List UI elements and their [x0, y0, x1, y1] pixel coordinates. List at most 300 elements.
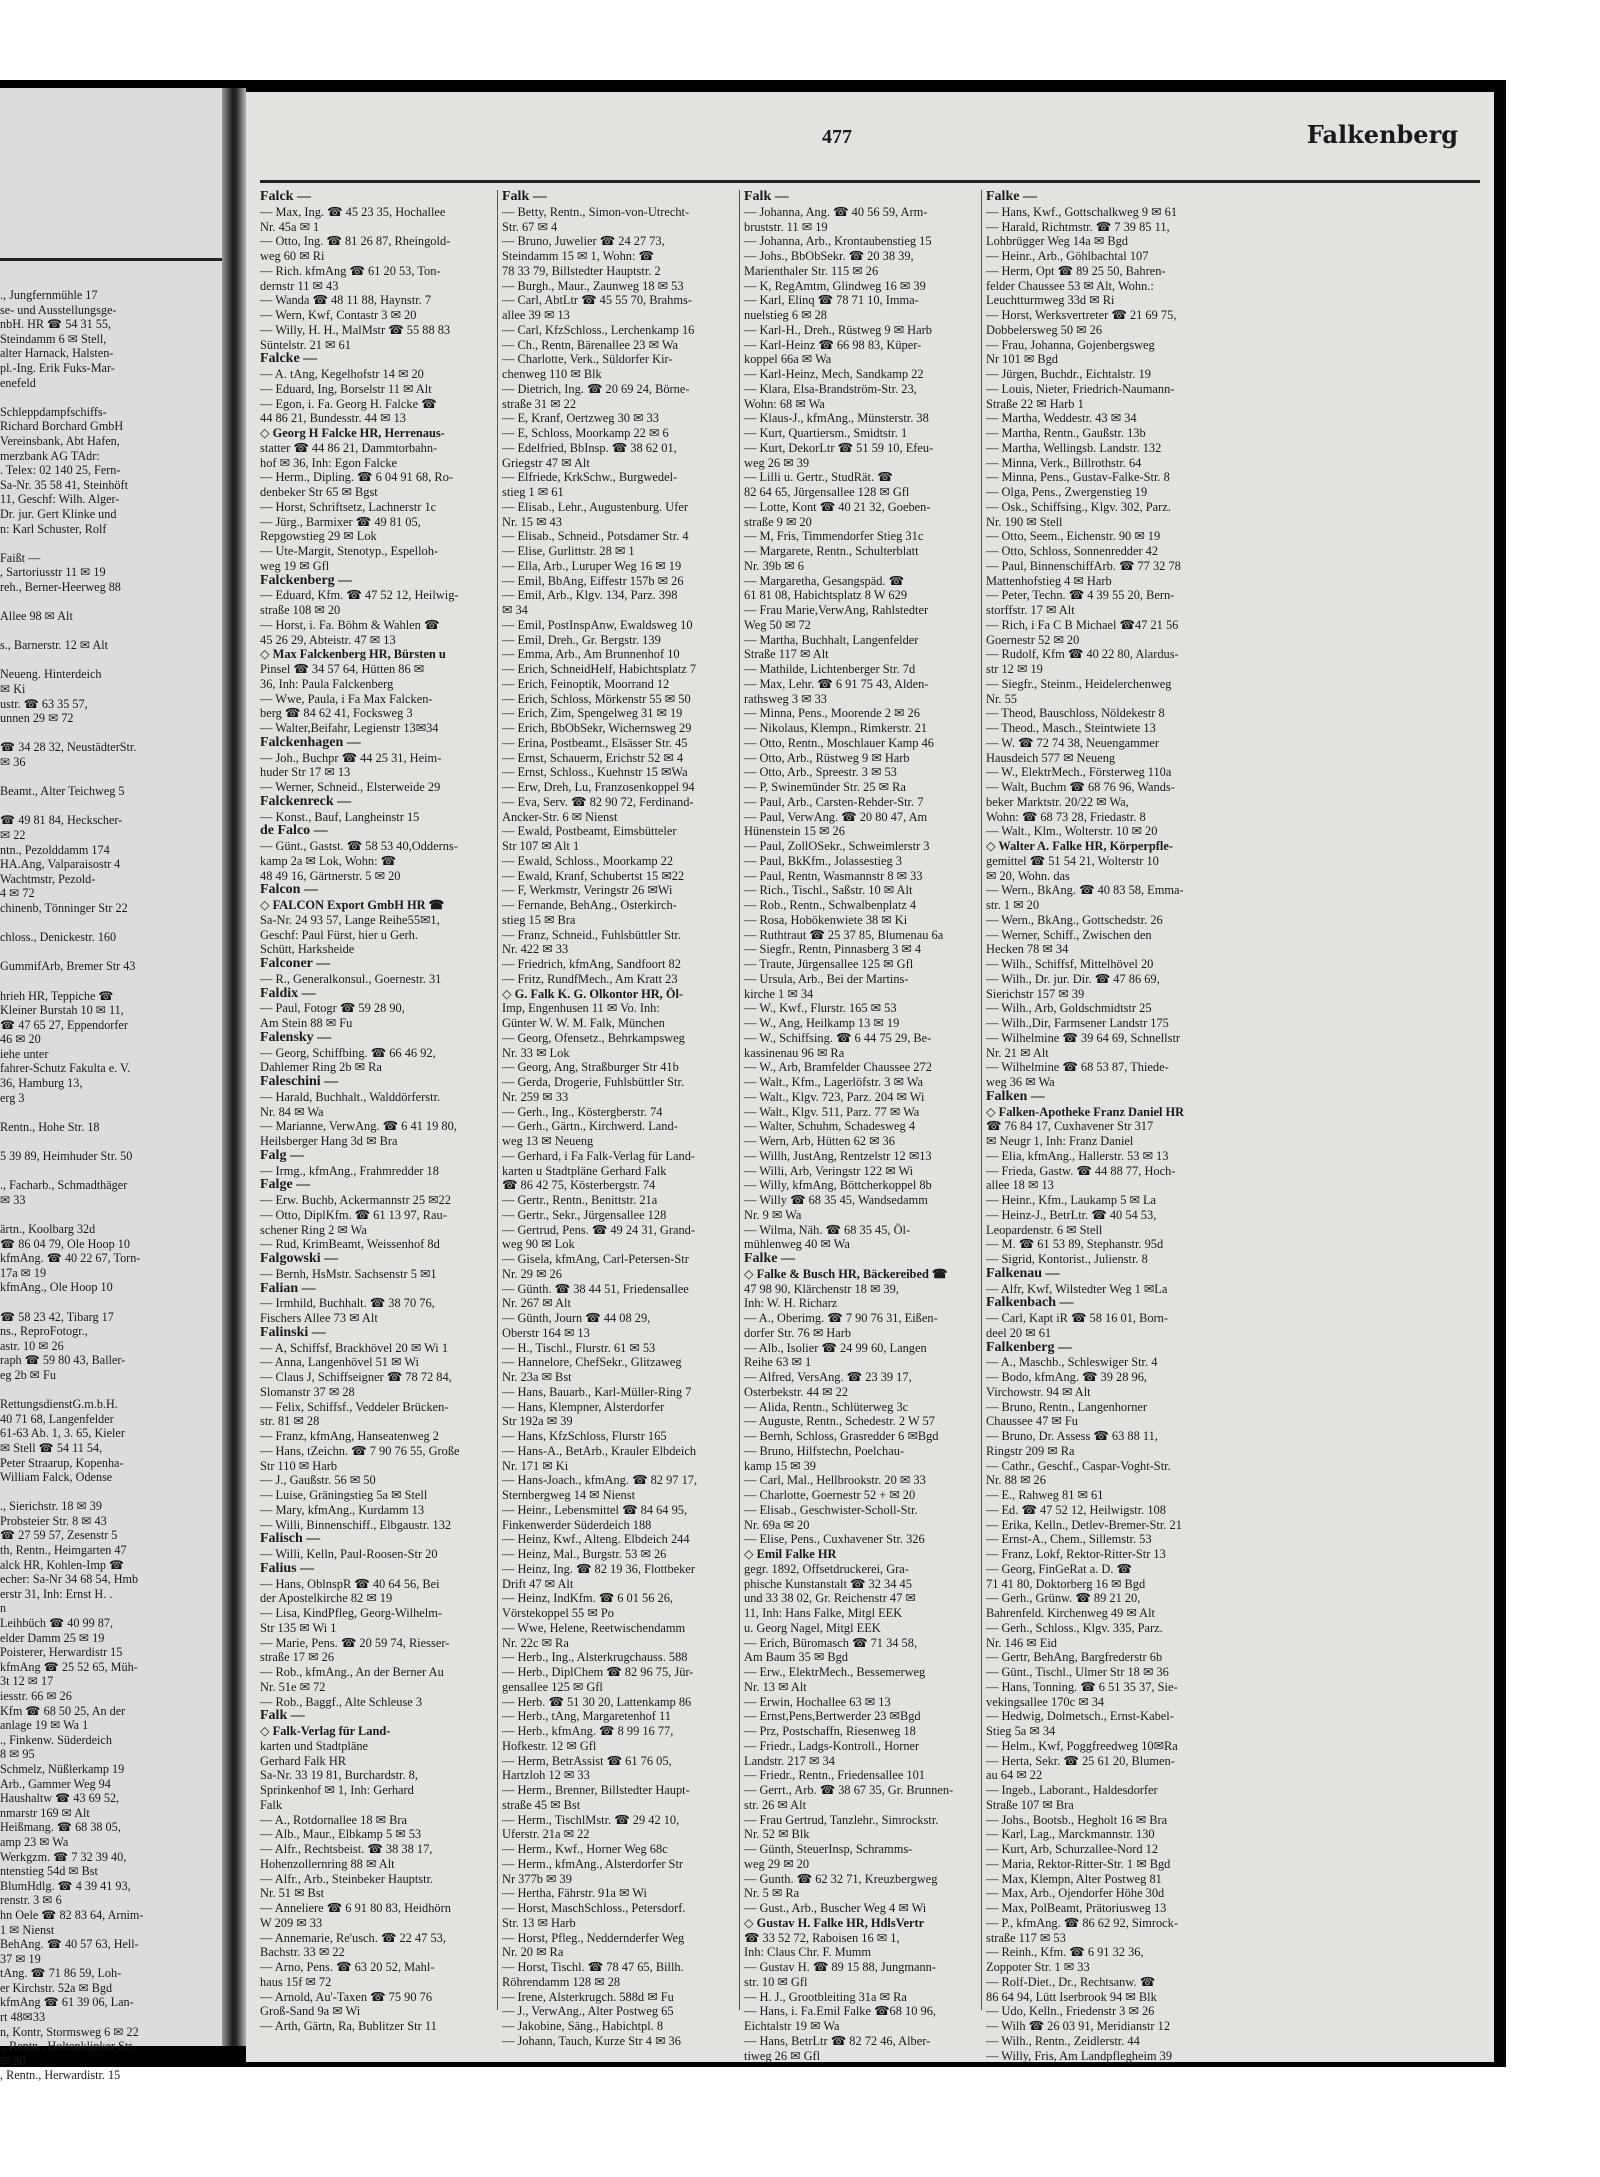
- directory-line: — Minna, Pens., Gustav-Falke-Str. 8: [986, 470, 1170, 485]
- directory-line: — Klara, Elsa-Brandström-Str. 23,: [744, 381, 917, 396]
- directory-line: Hartzloh 12 ✉ 33: [502, 1768, 590, 1783]
- directory-line: — Rud, KrimBeamt, Weissenhof 8d: [260, 1237, 440, 1252]
- directory-line: str 12 ✉ 19: [986, 662, 1043, 676]
- directory-line: ✉ 34: [502, 603, 528, 617]
- directory-line: — Paul, Rentn, Wasmannstr 8 ✉ 33: [744, 868, 923, 883]
- directory-line: Pinsel ☎ 34 57 64, Hütten 86 ✉: [260, 662, 425, 676]
- directory-line: ✉ Neugr 1, Inh: Franz Daniel: [986, 1134, 1134, 1148]
- directory-line: Hausdeich 577 ✉ Neueng: [986, 750, 1116, 765]
- directory-line: Rentn., Hohe Str. 18: [0, 1119, 100, 1134]
- directory-line: [0, 624, 218, 639]
- directory-line: — Johanna, Ang. ☎ 40 56 59, Arm-: [744, 204, 928, 219]
- directory-line: de Falco —: [260, 823, 328, 839]
- directory-line: — Rob., Rentn., Schwalbenplatz 4: [744, 898, 917, 912]
- directory-line: — Karl-Heinz, Mech, Sandkamp 22: [744, 367, 924, 381]
- directory-line: Dr. jur. Gert Klinke und: [0, 506, 117, 521]
- directory-line: 17a ✉ 19: [0, 1265, 47, 1280]
- directory-line: — Rolf-Diet., Dr., Rechtsanw. ☎: [986, 1974, 1156, 1989]
- directory-line: kfmAng. ☎ 40 22 67, Torn-: [0, 1251, 141, 1266]
- directory-line: raph ☎ 59 80 43, Baller-: [0, 1353, 126, 1368]
- directory-line: — Otto, Schloss, Sonnenredder 42: [986, 544, 1159, 558]
- directory-line: — Günt., Tischl., Ulmer Str 18 ✉ 36: [986, 1665, 1169, 1679]
- directory-line: — Kurt, Quartiersm., Smidtstr. 1: [744, 426, 908, 440]
- directory-line: str. 1 ✉ 20: [986, 898, 1040, 912]
- directory-line: allee 39 ✉ 13: [502, 308, 570, 322]
- directory-line: Nr. 9 ✉ Wa: [744, 1207, 802, 1222]
- directory-line: — Erwin, Hochallee 63 ✉ 13: [744, 1694, 891, 1709]
- directory-line: — Erina, Postbeamt., Elsässer Str. 45: [502, 735, 688, 750]
- directory-line: Dahlemer Ring 2b ✉ Ra: [260, 1060, 382, 1075]
- directory-line: — Herb., Ing., Alsterkrugchauss. 588: [502, 1650, 688, 1665]
- directory-line: Finkenwerder Süderdeich 188: [502, 1517, 652, 1532]
- directory-line: ✉ 80: [0, 2053, 26, 2068]
- directory-line: — E, Kranf, Oertzweg 30 ✉ 33: [502, 411, 659, 426]
- directory-line: — Paul, Fotogr ☎ 59 28 90,: [260, 1001, 405, 1016]
- directory-line: — Herm., Dipling. ☎ 6 04 91 68, Ro-: [260, 470, 454, 485]
- directory-line: haus 15f ✉ 72: [260, 1974, 332, 1989]
- directory-line: ., Finkenw. Süderdeich: [0, 1732, 112, 1747]
- directory-line: straße 108 ✉ 20: [260, 603, 341, 617]
- directory-line: — Willy, H. H., MalMstr ☎ 55 88 83: [260, 322, 451, 337]
- directory-line: — Walter,Beifahr, Legienstr 13✉34: [260, 721, 439, 735]
- directory-line: Sa-Nr. 24 93 57, Lange Reihe55✉1,: [260, 912, 440, 927]
- directory-line: 46 ✉ 20: [0, 1032, 41, 1047]
- directory-line: — Bruno, Rentn., Langenhorner: [986, 1399, 1148, 1414]
- directory-line: straße 45 ✉ Bst: [502, 1797, 581, 1812]
- directory-line: iehe unter: [0, 1046, 49, 1061]
- directory-line: ., Facharb., Schmadthäger: [0, 1178, 128, 1193]
- directory-line: — Wilh ☎ 26 03 91, Meridianstr 12: [986, 2019, 1171, 2033]
- directory-line: — Bruno, Dr. Assess ☎ 63 88 11,: [986, 1429, 1158, 1443]
- directory-line: Oberstr 164 ✉ 13: [502, 1325, 590, 1340]
- directory-line: straße 117 ✉ 53: [986, 1930, 1066, 1945]
- directory-line: — Heinz, Mal., Burgstr. 53 ✉ 26: [502, 1547, 667, 1561]
- directory-line: Inh: Claus Chr. F. Mumm: [744, 1945, 872, 1960]
- directory-line: 4 ✉ 72: [0, 886, 35, 901]
- directory-line: Geschf: Paul Fürst, hier u Gerh.: [260, 927, 418, 942]
- directory-line: amp 23 ✉ Wa: [0, 1834, 69, 1849]
- directory-line: ✉ 20, Wohn. das: [986, 868, 1070, 883]
- directory-line: — Walt., Kfm., Lagerlöfstr. 3 ✉ Wa: [744, 1075, 923, 1089]
- directory-line: — Hans, Kwf., Gottschalkweg 9 ✉ 61: [986, 204, 1178, 219]
- directory-line: Stieg 5a ✉ 34: [986, 1724, 1056, 1738]
- left-page-column: [0, 288, 218, 2083]
- directory-line: — Otto, Arb., Rüstweg 9 ✉ Harb: [744, 750, 910, 765]
- directory-line: kassinenau 96 ✉ Ra: [744, 1045, 845, 1060]
- directory-line: — Theod, Bauschloss, Nöldekestr 8: [986, 706, 1165, 721]
- directory-line: — Reinh., Kfm. ☎ 6 91 32 36,: [986, 1945, 1144, 1960]
- directory-line: — Friedr., Rentn., Friedensallee 101: [744, 1768, 926, 1783]
- directory-line: — Gust., Arb., Buscher Weg 4 ✉ Wi: [744, 1901, 927, 1915]
- directory-line: — Egon, i. Fa. Georg H. Falcke ☎: [260, 396, 437, 411]
- directory-line: weg 19 ✉ Gfl: [260, 558, 330, 573]
- directory-line: — Bruno, Juwelier ☎ 24 27 73,: [502, 234, 665, 249]
- directory-line: — Arnold, Au'-Taxen ☎ 75 90 76: [260, 1989, 433, 2004]
- directory-line: Reihe 63 ✉ 1: [744, 1355, 812, 1370]
- directory-line: [0, 770, 218, 785]
- directory-line: — Otto, Seem., Eichenstr. 90 ✉ 19: [986, 529, 1161, 544]
- directory-line: Inh: W. H. Richarz: [744, 1296, 838, 1311]
- directory-line: Falk: [260, 1797, 283, 1812]
- directory-line: — Heinr., Kfm., Laukamp 5 ✉ La: [986, 1193, 1157, 1207]
- directory-line: 36, Hamburg 13,: [0, 1076, 83, 1091]
- directory-line: — Willi, Binnenschiff., Elbgaustr. 132: [260, 1517, 452, 1532]
- directory-line: Nr. 69a ✉ 20: [744, 1517, 810, 1532]
- directory-line: — Walt., Klgv. 511, Parz. 77 ✉ Wa: [744, 1104, 920, 1119]
- directory-line: Sierichstr 157 ✉ 39: [986, 986, 1085, 1001]
- directory-line: weg 26 ✉ 39: [744, 455, 810, 470]
- directory-line: — Lisa, KindPfleg, Georg-Wilhelm-: [260, 1606, 442, 1620]
- directory-line: — H., Tischl., Flurstr. 61 ✉ 53: [502, 1340, 656, 1355]
- directory-line: nmarstr 169 ✉ Alt: [0, 1805, 90, 1820]
- directory-line: weg 60 ✉ Ri: [260, 249, 325, 263]
- directory-line: enefeld: [0, 375, 36, 390]
- directory-line: — J., VerwAng., Alter Postweg 65: [502, 2004, 674, 2019]
- directory-line: — A., Rotdornallee 18 ✉ Bra: [260, 1812, 407, 1827]
- directory-column-1: [260, 190, 492, 2034]
- directory-line: fahrer-Schutz Fakulta e. V.: [0, 1061, 131, 1076]
- directory-line: ntn., Pezolddamm 174: [0, 842, 110, 857]
- directory-line: — Gerhard, i Fa Falk-Verlag für Land-: [502, 1148, 696, 1163]
- directory-line: — Jakobine, Säng., Habichtpl. 8: [502, 2019, 664, 2033]
- directory-line: Nr. 5 ✉ Ra: [744, 1886, 800, 1901]
- directory-line: dorfer Str. 76 ✉ Harb: [744, 1325, 852, 1340]
- directory-line: Groß-Sand 9a ✉ Wi: [260, 2004, 361, 2019]
- directory-line: kamp 15 ✉ 39: [744, 1458, 816, 1473]
- directory-line: bruststr. 11 ✉ 19: [744, 219, 828, 234]
- directory-column-2: [502, 190, 734, 2049]
- directory-line: ◇ Walter A. Falke HR, Körperpfle-: [986, 839, 1173, 853]
- directory-line: phische Kunstanstalt ☎ 32 34 45: [744, 1576, 912, 1591]
- directory-line: Nr. 13 ✉ Alt: [744, 1679, 807, 1694]
- directory-line: Faldix —: [260, 985, 316, 1001]
- directory-line: — Charlotte, Verk., Süldorfer Kir-: [502, 352, 673, 367]
- directory-line: Faleschini —: [260, 1074, 339, 1089]
- directory-line: Schleppdampfschiffs-: [0, 404, 107, 419]
- directory-line: — Günth, Journ ☎ 44 08 29,: [502, 1311, 651, 1325]
- directory-line: kfmAng ☎ 61 39 06, Lan-: [0, 1995, 134, 2010]
- directory-line: — Hertha, Fährstr. 91a ✉ Wi: [502, 1886, 647, 1901]
- directory-line: 61-63 Ab. 1, 3. 65, Kieler: [0, 1426, 125, 1441]
- directory-line: — Auguste, Rentn., Schedestr. 2 W 57: [744, 1414, 935, 1429]
- directory-line: — Erich, BbObSekr, Wichernsweg 29: [502, 721, 692, 735]
- directory-line: [0, 536, 218, 551]
- directory-line: — Rob., Baggf., Alte Schleuse 3: [260, 1694, 423, 1709]
- directory-line: Nr. 52 ✉ Blk: [744, 1827, 810, 1842]
- directory-line: ☎ 33 52 72, Raboisen 16 ✉ 1,: [744, 1930, 900, 1945]
- directory-line: — Joh., Buchpr ☎ 44 25 31, Heim-: [260, 750, 442, 765]
- directory-line: [0, 1383, 218, 1398]
- directory-line: Kfm ☎ 68 50 25, An der: [0, 1703, 126, 1718]
- directory-line: — Siegfr., Rentn, Pinnasberg 3 ✉ 4: [744, 942, 922, 957]
- directory-line: — J., Gaußstr. 56 ✉ 50: [260, 1473, 376, 1488]
- directory-line: — Erich, SchneidHelf, Habichtsplatz 7: [502, 662, 697, 676]
- column-rule: [981, 190, 982, 2010]
- directory-line: — Ch., Rentn, Bärenallee 23 ✉ Wa: [502, 337, 679, 352]
- directory-line: Straße 117 ✉ Alt: [744, 647, 829, 662]
- directory-line: Wohn: ☎ 68 73 28, Friedastr. 8: [986, 809, 1146, 824]
- directory-line: 11, Geschf: Wilh. Alger-: [0, 492, 120, 507]
- directory-line: Hohenzollernring 88 ✉ Alt: [260, 1856, 395, 1871]
- directory-line: schener Ring 2 ✉ Wa: [260, 1222, 367, 1237]
- directory-line: — Claus J, Schiffseigner ☎ 78 72 84,: [260, 1370, 452, 1384]
- directory-line: — Ewald, Schloss., Moorkamp 22: [502, 853, 674, 868]
- directory-line: ✉ Ki: [0, 682, 26, 697]
- directory-line: Falckenhagen —: [260, 734, 361, 750]
- directory-line: alter Harnack, Halsten-: [0, 346, 114, 361]
- directory-line: Falkenau —: [986, 1265, 1060, 1281]
- directory-line: Sa-Nr. 33 19 81, Burchardstr. 8,: [260, 1768, 418, 1783]
- directory-line: — Otto, Rentn., Moschlauer Kamp 46: [744, 735, 934, 750]
- directory-line: — Wwe, Paula, i Fa Max Falcken-: [260, 691, 433, 706]
- directory-line: — Margarete, Rentn., Schulterblatt: [744, 544, 919, 558]
- directory-line: — W. ☎ 72 74 38, Neuengammer: [986, 735, 1160, 750]
- directory-line: — Rich, i Fa C B Michael ☎47 21 56: [986, 617, 1179, 632]
- directory-line: — Fritz, RundfMech., Am Kratt 23: [502, 971, 678, 986]
- directory-line: Nr. 15 ✉ 43: [502, 514, 562, 529]
- directory-line: ☎ 34 28 32, NeustädterStr.: [0, 740, 137, 755]
- directory-line: vekingsallee 170c ✉ 34: [986, 1694, 1105, 1709]
- directory-line: — Carl, KfzSchloss., Lerchenkamp 16: [502, 322, 695, 337]
- directory-line: — Margaretha, Gesangspäd. ☎: [744, 573, 905, 588]
- directory-line: — Heinr., Lebensmittel ☎ 84 64 95,: [502, 1502, 688, 1517]
- directory-line: [0, 1164, 218, 1179]
- directory-line: — Burgh., Maur., Zaunweg 18 ✉ 53: [502, 278, 684, 293]
- directory-line: — Herb. ☎ 51 30 20, Lattenkamp 86: [502, 1694, 692, 1709]
- directory-line: — Walter, Schuhm, Schadesweg 4: [744, 1119, 916, 1134]
- directory-line: — W., Ang, Heilkamp 13 ✉ 19: [744, 1016, 900, 1030]
- directory-line: — Irmg., kfmAng., Frahmredder 18: [260, 1163, 439, 1178]
- directory-line: Röhrendamm 128 ✉ 28: [502, 1974, 621, 1989]
- directory-line: beker Marktstr. 20/22 ✉ Wa,: [986, 794, 1129, 809]
- directory-line: hrieh HR, Teppiche ☎: [0, 988, 114, 1003]
- directory-column-3: [744, 190, 976, 2063]
- directory-line: — Wern, Arb, Hütten 62 ✉ 36: [744, 1134, 895, 1148]
- directory-line: RettungsdienstG.m.b.H.: [0, 1397, 118, 1412]
- directory-line: 37 ✉ 19: [0, 1951, 41, 1966]
- directory-line: — Willi, Kelln, Paul-Roosen-Str 20: [260, 1547, 438, 1561]
- directory-line: — Horst, Pfleg., Neddernderfer Weg: [502, 1930, 685, 1945]
- directory-line: — Heinz, Kwf., Alteng. Elbdeich 244: [502, 1532, 690, 1547]
- directory-line: — A., Oberimg. ☎ 7 90 76 31, Eißen-: [744, 1311, 938, 1325]
- directory-line: — Karl, Elinq ☎ 78 71 10, Imma-: [744, 293, 919, 308]
- directory-line: storffstr. 17 ✉ Alt: [986, 603, 1075, 617]
- directory-line: ☎ 49 81 84, Heckscher-: [0, 813, 123, 828]
- directory-line: Peter Straarup, Kopenha-: [0, 1455, 124, 1470]
- directory-line: Weg 50 ✉ 72: [744, 617, 811, 632]
- directory-line: — Willh, JustAng, Rentzelstr 12 ✉13: [744, 1148, 932, 1163]
- directory-line: 61 81 08, Habichtsplatz 8 W 629: [744, 588, 908, 603]
- directory-line: — Hans, Klempner, Alsterdorfer: [502, 1399, 665, 1414]
- directory-line: ärtn., Koolbarg 32d: [0, 1222, 96, 1236]
- directory-line: u. Georg Nagel, Mitgl EEK: [744, 1620, 881, 1635]
- directory-line: Am Baum 35 ✉ Bgd: [744, 1650, 849, 1665]
- directory-line: — Karl-H., Dreh., Rüstweg 9 ✉ Harb: [744, 322, 932, 337]
- directory-line: — Eduard, Kfm. ☎ 47 52 12, Heilwig-: [260, 588, 459, 603]
- directory-line: — Walt, Buchm ☎ 68 76 96, Wands-: [986, 780, 1175, 794]
- directory-line: — Fernande, BehAng., Osterkirch-: [502, 898, 677, 912]
- directory-line: Str 110 ✉ Harb: [260, 1458, 338, 1473]
- directory-line: — Rudolf, Kfm ☎ 40 22 80, Alardus-: [986, 647, 1179, 662]
- directory-line: ntenstieg 54d ✉ Bst: [0, 1864, 98, 1879]
- directory-line: — Paul, BkKfm., Jolassestieg 3: [744, 853, 902, 868]
- directory-line: — Osk., Schiffsing., Klgv. 302, Parz.: [986, 499, 1171, 514]
- directory-line: Leopardenstr. 6 ✉ Stell: [986, 1222, 1103, 1237]
- directory-line: 45 26 29, Abteistr. 47 ✉ 13: [260, 632, 396, 647]
- directory-line: BlumHdlg. ☎ 4 39 41 93,: [0, 1878, 131, 1893]
- directory-line: — Carl, AbtLtr ☎ 45 55 70, Brahms-: [502, 293, 692, 308]
- directory-line: — Cathr., Geschf., Caspar-Voght-Str.: [986, 1458, 1171, 1473]
- directory-line: — Gerh., Grünw. ☎ 89 21 20,: [986, 1591, 1141, 1606]
- directory-line: Nr. 267 ✉ Alt: [502, 1296, 571, 1311]
- directory-line: s., Barnerstr. 12 ✉ Alt: [0, 638, 109, 653]
- directory-line: — Horst, Schriftsetz, Lachnerstr 1c: [260, 499, 437, 514]
- directory-line: ustr. ☎ 63 35 57,: [0, 696, 88, 711]
- directory-line: — Hans-A., BetArb., Krauler Elbdeich: [502, 1443, 697, 1458]
- directory-line: — Paul, ZollOSekr., Schweimlerstr 3: [744, 839, 930, 853]
- directory-line: — Rich. kfmAng ☎ 61 20 53, Ton-: [260, 263, 441, 278]
- directory-line: ◇ Georg H Falcke HR, Herrenaus-: [260, 426, 445, 440]
- header-rule: [260, 180, 1480, 183]
- directory-line: — Herb., tAng, Margaretenhof 11: [502, 1709, 671, 1724]
- directory-line: 47 98 90, Klärchenstr 18 ✉ 39,: [744, 1281, 899, 1296]
- directory-line: ., Jungfernmühle 17: [0, 288, 98, 302]
- directory-line: karten und Stadtpläne: [260, 1738, 369, 1753]
- directory-line: Hünenstein 15 ✉ 26: [744, 824, 845, 839]
- directory-line: Uferstr. 21a ✉ 22: [502, 1827, 590, 1842]
- directory-line: iesstr. 66 ✉ 26: [0, 1689, 72, 1703]
- directory-line: — Herb., DiplChem ☎ 82 96 75, Jür-: [502, 1665, 694, 1679]
- directory-line: — Willi, Arb, Veringstr 122 ✉ Wi: [744, 1163, 914, 1178]
- directory-line: — Lotte, Kont ☎ 40 21 32, Goeben-: [744, 499, 931, 514]
- directory-line: — K, RegAmtm, Glindweg 16 ✉ 39: [744, 278, 926, 293]
- directory-line: Falkenbach —: [986, 1295, 1074, 1311]
- directory-line: — Alfred, VersAng. ☎ 23 39 17,: [744, 1370, 912, 1384]
- directory-line: weg 13 ✉ Neueng: [502, 1134, 594, 1148]
- left-page-rule: [0, 258, 222, 261]
- directory-line: ✉ 33: [0, 1192, 26, 1207]
- directory-line: 86 64 94, Lütt Iserbrook 94 ✉ Blk: [986, 1989, 1157, 2004]
- directory-line: 40 71 68, Langenfelder: [0, 1411, 114, 1426]
- directory-line: ◇ Max Falckenberg HR, Bürsten u: [260, 647, 446, 662]
- directory-line: — Heinz-J., BetrLtr. ☎ 40 54 53,: [986, 1207, 1157, 1222]
- directory-line: Falge —: [260, 1177, 311, 1193]
- directory-line: — Otto, Ing. ☎ 81 26 87, Rheingold-: [260, 234, 451, 249]
- directory-line: — Gertrud, Pens. ☎ 49 24 31, Grand-: [502, 1222, 696, 1237]
- directory-line: — Erich, Büromasch ☎ 71 34 58,: [744, 1635, 918, 1650]
- directory-line: — Max, Klempn, Alter Postweg 81: [986, 1871, 1162, 1886]
- directory-line: [0, 799, 218, 814]
- directory-line: — Ernst,Pens,Bertwerder 23 ✉Bgd: [744, 1709, 921, 1724]
- directory-line: Str 107 ✉ Alt 1: [502, 839, 580, 853]
- directory-line: Slomanstr 37 ✉ 28: [260, 1384, 355, 1399]
- directory-line: kfmAng ☎ 25 52 65, Müh-: [0, 1659, 138, 1674]
- directory-line: — Bernh, Schloss, Grasredder 6 ✉Bgd: [744, 1429, 939, 1443]
- directory-line: Nr. 23a ✉ Bst: [502, 1370, 572, 1384]
- directory-line: 82 64 65, Jürgensallee 128 ✉ Gfl: [744, 485, 910, 499]
- directory-line: — Ewald, Kranf, Schubertst 15 ✉22: [502, 868, 685, 883]
- directory-line: — Wwe, Helene, Reetwischendamm: [502, 1620, 686, 1635]
- directory-line: — Johs., Bootsb., Hegholt 16 ✉ Bra: [986, 1812, 1168, 1827]
- directory-line: ◇ Emil Falke HR: [744, 1547, 837, 1561]
- directory-line: — Jürgen, Buchdr., Eichtalstr. 19: [986, 367, 1151, 381]
- directory-line: echer: Sa-Nr 34 68 54, Hmb: [0, 1572, 139, 1587]
- directory-line: — Gerh., Gärtn., Kirchwerd. Land-: [502, 1119, 678, 1134]
- directory-line: HA.Ang, Valparaisostr 4: [0, 857, 121, 872]
- directory-line: Nr. 51 ✉ Bst: [260, 1886, 325, 1901]
- directory-line: Nr. 29 ✉ 26: [502, 1266, 562, 1281]
- directory-line: — Sigrid, Kontorist., Julienstr. 8: [986, 1252, 1148, 1266]
- directory-line: Falkenberg —: [986, 1339, 1072, 1355]
- directory-line: eg 2b ✉ Fu: [0, 1367, 56, 1382]
- directory-line: Falke —: [744, 1251, 795, 1266]
- directory-line: Str 135 ✉ Wi 1: [260, 1620, 337, 1635]
- directory-line: — P, Swinemünder Str. 25 ✉ Ra: [744, 780, 906, 794]
- directory-line: Gerhard Falk HR: [260, 1753, 347, 1768]
- directory-line: — Peter, Techn. ☎ 4 39 55 20, Bern-: [986, 588, 1175, 603]
- directory-line: 36, Inh: Paula Falckenberg: [260, 676, 394, 691]
- directory-line: William Falck, Odense: [0, 1470, 113, 1485]
- directory-line: — Lilli u. Gertr., StudRät. ☎: [744, 470, 893, 485]
- directory-line: — Eva, Serv. ☎ 82 90 72, Ferdinand-: [502, 794, 694, 809]
- directory-line: Drift 47 ✉ Alt: [502, 1576, 574, 1591]
- directory-line: Schmelz, Nüßlerkamp 19: [0, 1761, 125, 1776]
- directory-line: Falensky —: [260, 1029, 332, 1045]
- directory-line: ☎ 27 59 57, Zesenstr 5: [0, 1528, 118, 1543]
- directory-line: erstr 31, Inh: Ernst H. .: [0, 1586, 113, 1601]
- directory-line: str. 10 ✉ Gfl: [744, 1974, 808, 1989]
- directory-line: — Carl, Kapt iR ☎ 58 16 01, Born-: [986, 1311, 1169, 1325]
- directory-line: ☎ 86 42 75, Kösterbergstr. 74: [502, 1178, 656, 1193]
- directory-line: — Ernst-A., Chem., Sillemstr. 53: [986, 1532, 1152, 1547]
- directory-line: th, Rentn., Heimgarten 47: [0, 1543, 127, 1558]
- directory-line: gemittel ☎ 51 54 21, Wolterstr 10: [986, 853, 1159, 868]
- directory-line: Richard Borchard GmbH: [0, 419, 124, 434]
- directory-line: Nr. 21 ✉ Alt: [986, 1045, 1049, 1060]
- directory-line: anlage 19 ✉ Wa 1: [0, 1718, 89, 1733]
- directory-line: — Dietrich, Ing. ☎ 20 69 24, Börne-: [502, 381, 690, 396]
- directory-line: Nr. 20 ✉ Ra: [502, 1945, 564, 1960]
- directory-line: Bachstr. 33 ✉ 22: [260, 1945, 345, 1960]
- directory-line: alck HR, Kohlen-Imp ☎: [0, 1557, 125, 1572]
- directory-line: [0, 1134, 218, 1149]
- directory-line: Hecken 78 ✉ 34: [986, 942, 1069, 957]
- directory-line: Ancker-Str. 6 ✉ Nienst: [502, 809, 618, 824]
- directory-line: — Prz, Postschaffn, Riesenweg 18: [744, 1724, 916, 1738]
- directory-line: rathsweg 3 ✉ 33: [744, 691, 827, 706]
- directory-line: ◇ Falke & Busch HR, Bäckereibed ☎: [744, 1266, 948, 1281]
- directory-line: renstr. 3 ✉ 6: [0, 1893, 62, 1908]
- directory-line: Schütt, Harksheide: [260, 942, 355, 957]
- directory-line: — Gerh., Ing., Köstergberstr. 74: [502, 1104, 663, 1119]
- directory-line: Sa-Nr. 35 58 41, Steinhöft: [0, 477, 128, 492]
- directory-line: — Bernh, HsMstr. Sachsenstr 5 ✉1: [260, 1266, 437, 1281]
- directory-line: — Elisab., Lehr., Augustenburg. Ufer: [502, 499, 688, 514]
- directory-line: 44 86 21, Bundesstr. 44 ✉ 13: [260, 411, 406, 426]
- directory-line: ., Rentn., Holtenklinker Str.: [0, 2039, 135, 2054]
- directory-line: kamp 2a ✉ Lok, Wohn: ☎: [260, 853, 397, 868]
- directory-line: [0, 1105, 218, 1120]
- directory-line: — Max, PolBeamt, Prätoriusweg 13: [986, 1901, 1167, 1915]
- directory-line: — Wern, Kwf, Contastr 3 ✉ 20: [260, 308, 417, 322]
- directory-line: — Ute-Margit, Stenotyp., Espelloh-: [260, 544, 439, 558]
- page-number: 477: [822, 126, 852, 148]
- directory-line: — Gustav H. ☎ 89 15 88, Jungmann-: [744, 1960, 936, 1974]
- directory-line: — Otto, DiplKfm. ☎ 61 13 97, Rau-: [260, 1207, 447, 1222]
- directory-line: — Horst, Tischl. ☎ 78 47 65, Billh.: [502, 1960, 684, 1974]
- directory-line: — Alfr., Arb., Steinbeker Hauptstr.: [260, 1871, 434, 1886]
- directory-line: — E., Rahweg 81 ✉ 61: [986, 1488, 1104, 1502]
